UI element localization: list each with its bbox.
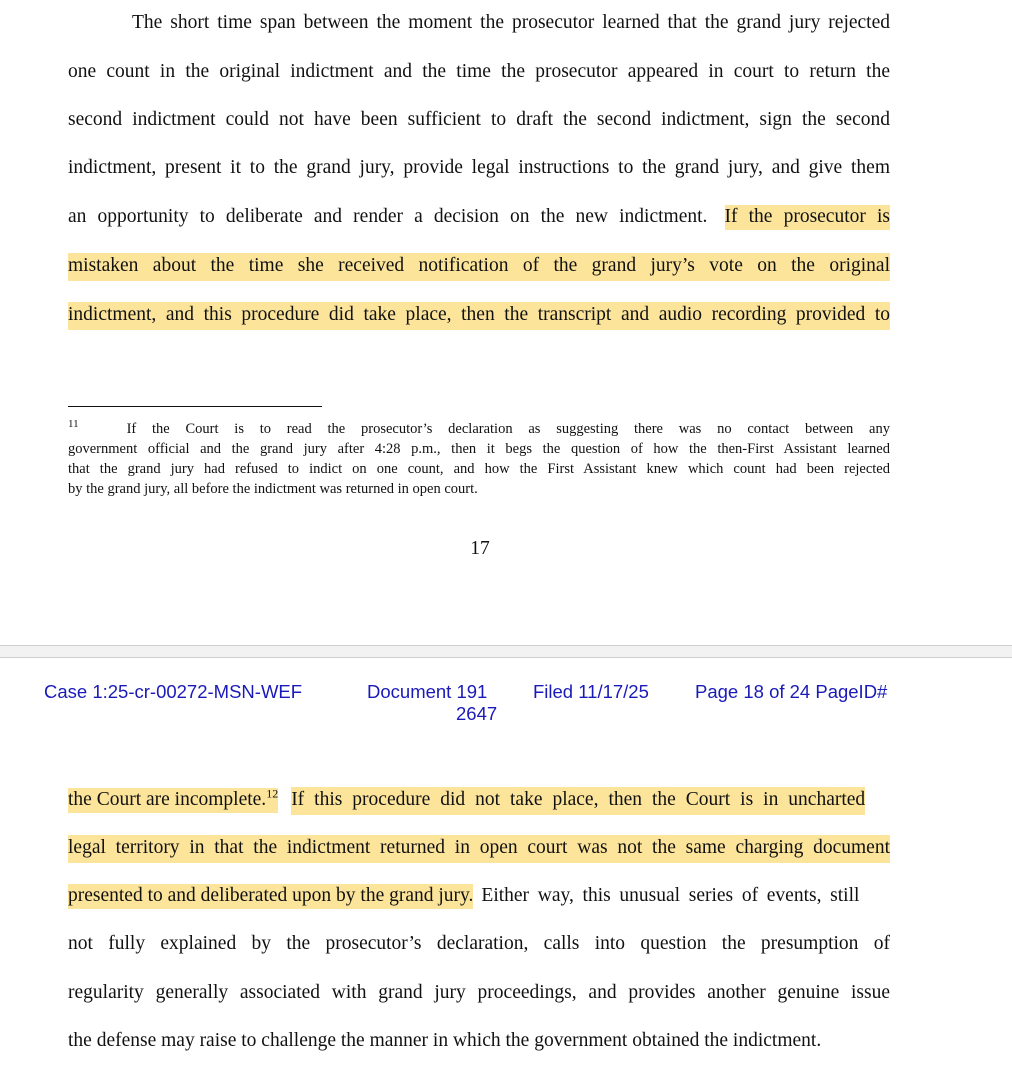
case-number: Case 1:25-cr-00272-MSN-WEF — [44, 681, 303, 702]
highlighted-text: mistaken about the time she received notification of the grand jury’s vote on the original — [68, 253, 890, 281]
footnote-text: If the Court is to read the prosecutor’s declaration as suggesting there was no contact between any — [126, 421, 890, 437]
document-number: Document 191 — [367, 681, 488, 702]
footnote-number: 11 — [68, 418, 79, 431]
footnote-11-line-2: government official and the grand jury after 4:28 p.m., then it begs the question of how the then-First Assistant learned — [68, 441, 890, 457]
plain-text: an opportunity to deliberate and render a decision on the new indictment. — [68, 206, 708, 227]
body-line-12: regularity generally associated with grand jury proceedings, and provides another genuine issue — [68, 982, 890, 1003]
body-line-4: indictment, present it to the grand jury, provide legal instructions to the grand jury, and give them — [68, 157, 890, 178]
body-line-10 — [68, 884, 890, 908]
highlighted-text: indictment, and this procedure did take place, then the transcript and audio recording provided to — [68, 302, 890, 330]
page-separator — [0, 645, 1012, 658]
footnote-separator — [68, 406, 322, 407]
highlighted-text: the Court are incomplete.$^{12}$ — [68, 788, 278, 813]
body-line-6 — [68, 253, 890, 277]
footnote-11-line-1 — [68, 420, 890, 438]
footnote-11-line-4: by the grand jury, all before the indictment was returned in open court. — [68, 481, 478, 497]
body-line-13: the defense may raise to challenge the manner in which the government obtained the indictment. — [68, 1030, 822, 1051]
body-line-7 — [68, 302, 890, 326]
page-count: Page 18 of 24 PageID# — [695, 681, 888, 702]
highlighted-text: If this procedure did not take place, then the Court is in uncharted — [291, 787, 865, 815]
body-line-2: one count in the original indictment and the time the prosecutor appeared in court to return the — [68, 61, 890, 82]
body-line-5 — [68, 205, 890, 229]
footnote-ref-12[interactable]: 12 — [266, 786, 279, 801]
plain-text: Either way, this unusual series of events, still — [481, 885, 860, 906]
body-line-9 — [68, 835, 890, 859]
filed-date: Filed 11/17/25 — [533, 681, 649, 702]
case-header — [0, 681, 1012, 727]
page-number: 17 — [470, 538, 490, 559]
footnote-11-line-3: that the grand jury had refused to indict on one count, and how the First Assistant knew which count had been rejected — [68, 461, 890, 477]
highlighted-text: presented to and deliberated upon by the grand jury. — [68, 884, 473, 909]
page-id: 2647 — [456, 703, 498, 724]
body-line-1: The short time span between the moment the prosecutor learned that the grand jury rejected — [132, 12, 890, 33]
body-line-11: not fully explained by the prosecutor’s declaration, calls into question the presumption of — [68, 933, 890, 954]
body-line-3: second indictment could not have been sufficient to draft the second indictment, sign the second — [68, 109, 890, 130]
body-line-8 — [68, 787, 890, 811]
highlighted-text: legal territory in that the indictment returned in open court was not the same charging document — [68, 835, 890, 863]
highlighted-text: If the prosecutor is — [725, 205, 890, 230]
